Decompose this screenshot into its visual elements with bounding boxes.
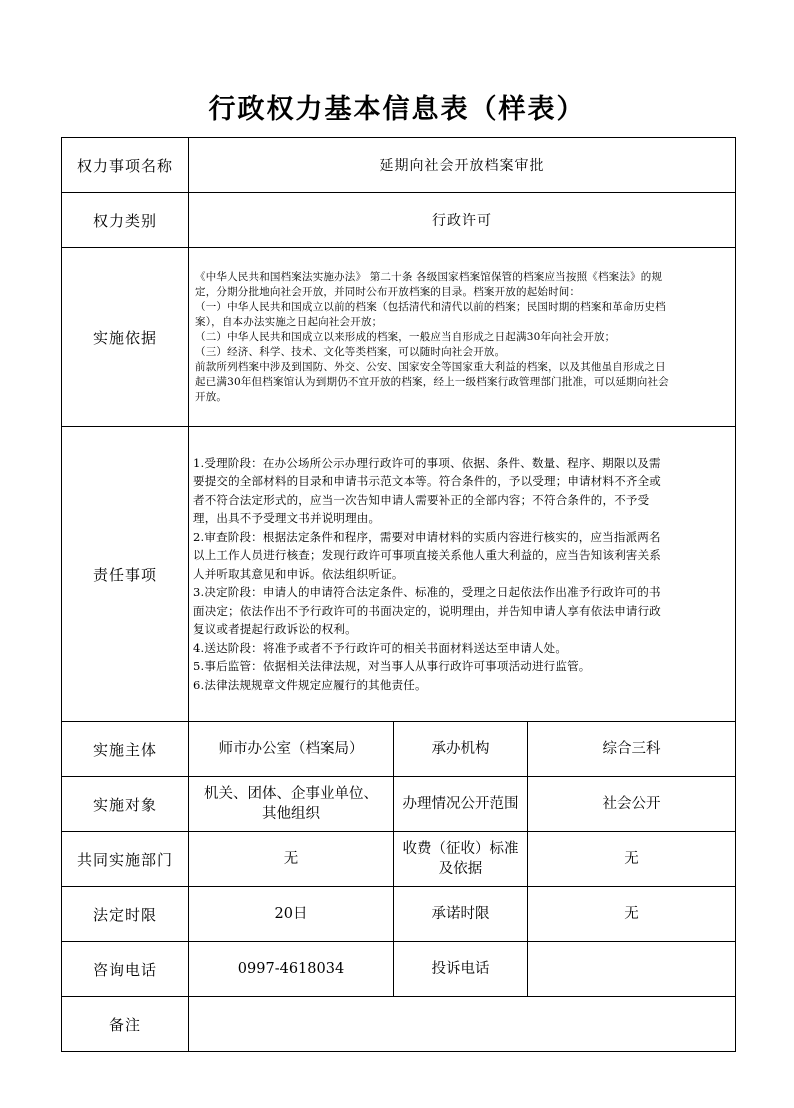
- value-duty: [189, 427, 736, 722]
- value-promised-time-limit: 无: [528, 887, 736, 942]
- row-joint: [62, 832, 736, 887]
- duty-line: 者不符合法定形式的，应当一次告知申请人需要补正的全部内容；不符合条件的，不予受: [193, 492, 650, 507]
- value-inquiry-phone: 0997-4618034: [189, 942, 394, 997]
- basis-line: 开放。: [195, 390, 228, 403]
- basis-line: （二）中华人民共和国成立以来形成的档案，一般应当自形成之日起满30年向社会开放；: [195, 330, 616, 343]
- label-disclosure-scope: 办理情况公开范围: [394, 777, 528, 832]
- value-legal-time-limit: 20日: [189, 887, 394, 942]
- value-disclosure-scope: 社会公开: [528, 777, 736, 832]
- basis-line: 案），自本办法实施之日起向社会开放；: [195, 315, 383, 328]
- value-category: 行政许可: [189, 193, 736, 248]
- value-target: [189, 777, 394, 832]
- label-joint-dept: 共同实施部门: [62, 832, 189, 887]
- duty-line: 5.事后监管：依据相关法律法规，对当事人从事行政许可事项活动进行监管。: [193, 659, 591, 674]
- value-handling-dept: 综合三科: [528, 722, 736, 777]
- label-fee-standard: [394, 832, 528, 887]
- fee-label-line: 收费（征收）标准: [402, 841, 519, 857]
- label-handling-dept: 承办机构: [394, 722, 528, 777]
- row-remark: [62, 997, 736, 1052]
- basis-line: 《中华人民共和国档案法实施办法》 第二十条 各级国家档案馆保管的档案应当按照《档案法》的规: [195, 270, 663, 283]
- duty-line: 4.送达阶段：将准予或者不予行政许可的相关书面材料送达至申请人处。: [193, 640, 568, 655]
- duty-line: 3.决定阶段：申请人的申请符合法定条件、标准的，受理之日起依法作出准予行政许可的书: [193, 585, 661, 600]
- value-basis: [189, 248, 736, 427]
- info-table: [61, 137, 736, 1052]
- basis-line: （三）经济、科学、技术、文化等类档案，可以随时向社会开放。: [195, 345, 506, 358]
- duty-line: 1.受理阶段：在办公场所公示办理行政许可的事项、依据、条件、数量、程序、期限以及需: [193, 455, 661, 470]
- label-promised-time-limit: 承诺时限: [394, 887, 528, 942]
- label-category: 权力类别: [62, 193, 189, 248]
- row-time-limit: [62, 887, 736, 942]
- duty-line: 2.审查阶段：根据法定条件和程序，需要对申请材料的实质内容进行核实的，应当指派两名: [193, 529, 661, 544]
- row-target: [62, 777, 736, 832]
- label-subject: 实施主体: [62, 722, 189, 777]
- duty-line: 理，出具不予受理文书并说明理由。: [193, 511, 381, 526]
- label-inquiry-phone: 咨询电话: [62, 942, 189, 997]
- duty-line: 6.法律法规规章文件规定应履行的其他责任。: [193, 677, 427, 692]
- basis-line: （一）中华人民共和国成立以前的档案（包括清代和清代以前的档案；民国时期的档案和革命历史档: [195, 300, 666, 313]
- label-legal-time-limit: 法定时限: [62, 887, 189, 942]
- row-subject: [62, 722, 736, 777]
- value-joint-dept: 无: [189, 832, 394, 887]
- basis-line: 前款所列档案中涉及到国防、外交、公安、国家安全等国家重大利益的档案，以及其他虽自形成之日: [195, 360, 666, 373]
- row-basis: [62, 248, 736, 427]
- label-basis: 实施依据: [62, 248, 189, 427]
- label-duty: 责任事项: [62, 427, 189, 722]
- label-name: 权力事项名称: [62, 138, 189, 193]
- value-remark: [189, 997, 736, 1052]
- label-remark: 备注: [62, 997, 189, 1052]
- target-line: 其他组织: [262, 806, 320, 822]
- page-title: 行政权力基本信息表（样表）: [208, 94, 586, 125]
- row-duty: [62, 427, 736, 722]
- duty-line: 要提交的全部材料的目录和申请书示范文本等。符合条件的，予以受理；申请材料不齐全或: [193, 474, 661, 489]
- value-fee-standard: 无: [528, 832, 736, 887]
- row-name: [62, 138, 736, 193]
- basis-line: 起已满30年但档案馆认为到期仍不宜开放的档案，经上一级档案行政管理部门批准，可以延期向社会: [195, 375, 669, 388]
- row-category: [62, 193, 736, 248]
- basis-line: 定，分期分批地向社会开放，并同时公布开放档案的目录。档案开放的起始时间：: [195, 285, 581, 298]
- value-subject: 师市办公室（档案局）: [189, 722, 394, 777]
- label-complaint-phone: 投诉电话: [394, 942, 528, 997]
- target-line: 机关、团体、企事业单位、: [204, 786, 378, 802]
- row-phone: [62, 942, 736, 997]
- duty-line: 以上工作人员进行核查；发现行政许可事项直接关系他人重大利益的，应当告知该利害关系: [193, 548, 661, 563]
- value-name: 延期向社会开放档案审批: [189, 138, 736, 193]
- duty-line: 人并听取其意见和申诉。依法组织听证。: [193, 566, 404, 581]
- label-target: 实施对象: [62, 777, 189, 832]
- duty-line: 面决定；依法作出不予行政许可的书面决定的，说明理由，并告知申请人享有依法申请行政: [193, 603, 661, 618]
- fee-label-line: 及依据: [438, 861, 483, 877]
- value-complaint-phone: [528, 942, 736, 997]
- duty-line: 复议或者提起行政诉讼的权利。: [193, 622, 357, 637]
